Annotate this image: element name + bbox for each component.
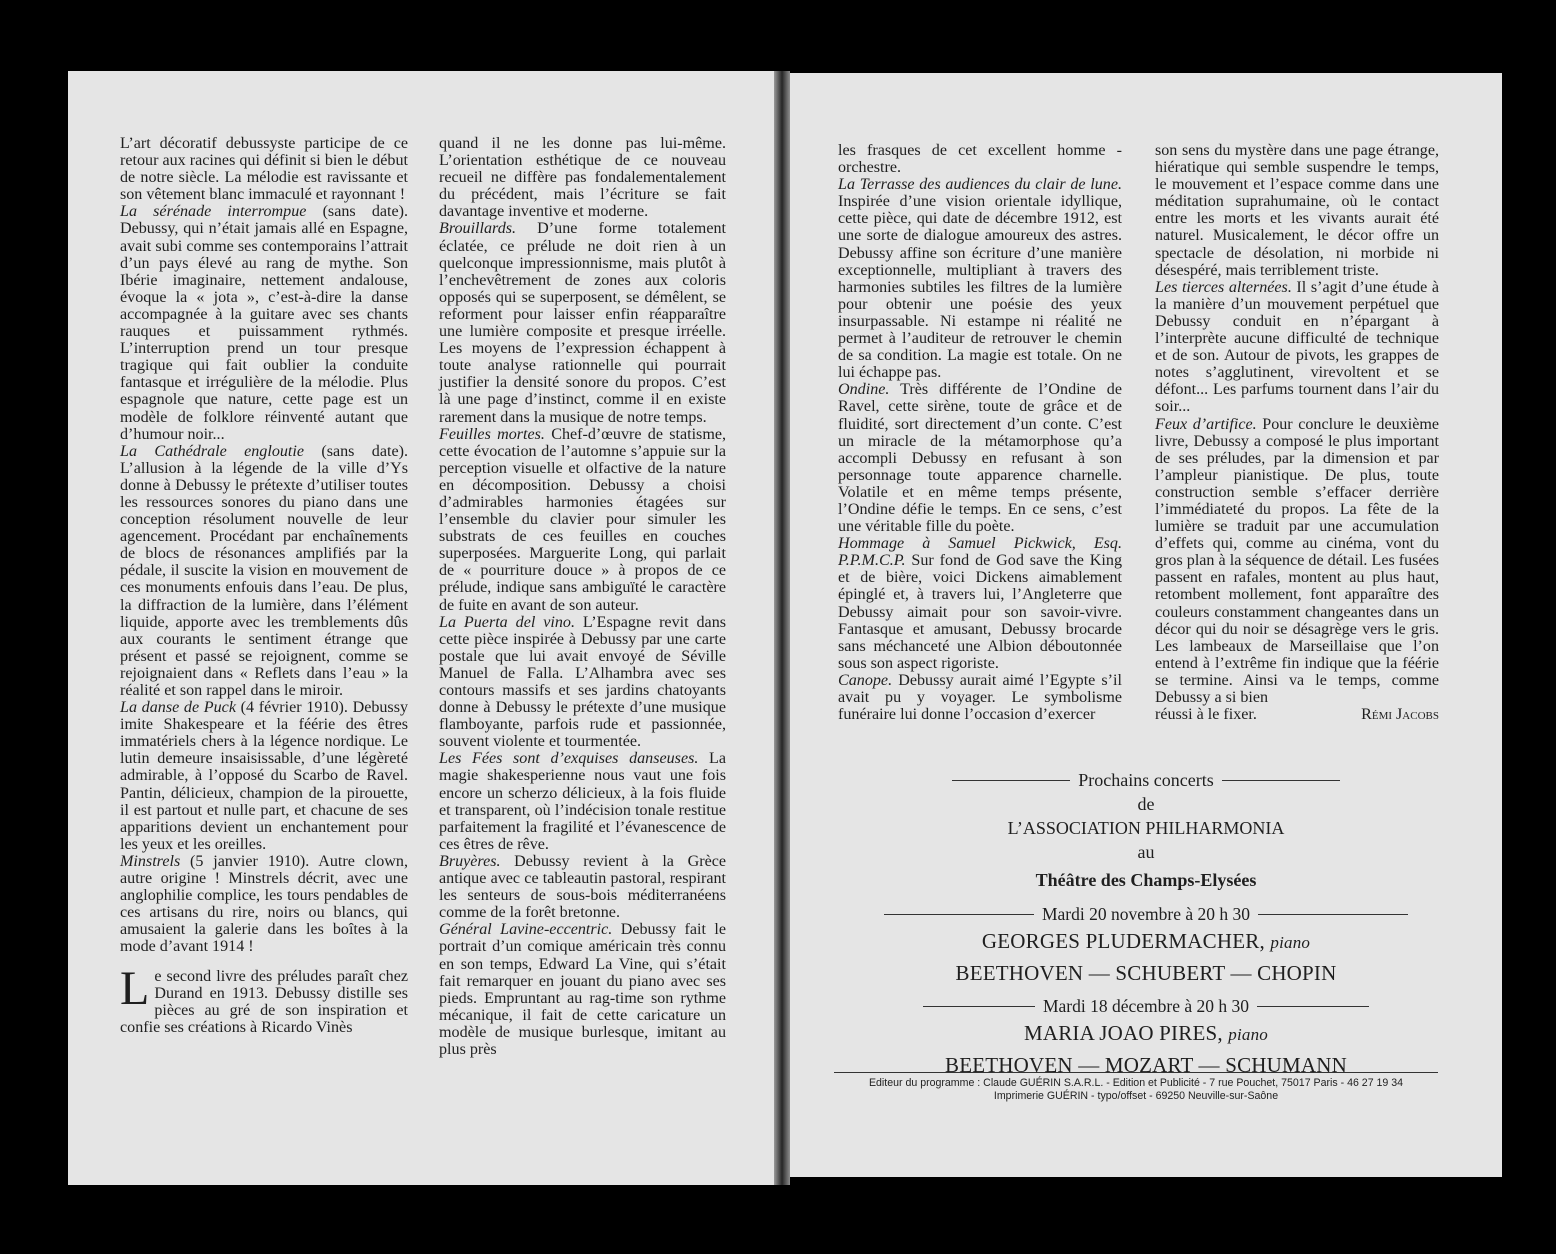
paragraph <box>120 961 408 1036</box>
paragraph <box>838 535 1122 672</box>
divider <box>1258 914 1408 915</box>
paragraph-body: (5 janvier 1910). Autre clown, autre origine ! Minstrels décrit, avec une anglophilie complice, les tours pendables de ces artisans du rire, noirs ou blancs, qui amusaient la galerie dans les boîtes à la mode d’avant 1914 ! <box>120 852 408 956</box>
performer-name: GEORGES PLUDERMACHER, <box>981 929 1265 953</box>
piece-title: Brouillards. <box>439 220 517 238</box>
concerts-heading-row <box>860 768 1432 792</box>
connector-text: de <box>1137 794 1155 814</box>
piece-title: La danse de Puck <box>120 699 236 717</box>
paragraph <box>439 853 726 921</box>
paragraph: son sens du mystère dans une page étrange, hiératique qui semble suspendre le temps, le mouvement et l’espace comme dans une méditation suprahumaine, où le contact entre les morts et les vivants aurait été naturel. Musicalement, le décor offre un spectacle de désolation, ni morbide ni désespéré, mais terriblement triste. <box>1155 142 1439 279</box>
piece-title: La Terrasse des audiences du clair de lune. <box>838 176 1122 194</box>
paragraph-body: Debussy revient à la Grèce antique avec ce tableautin pastoral, respirant les senteurs de sous-bois méditerranéens comme de la forêt bretonne. <box>439 852 726 922</box>
paragraph <box>120 203 408 442</box>
paragraph-body: Inspirée d’une vision orientale idyllique, cette pièce, qui date de décembre 1912, est une sorte de dialogue amoureux des astres. Debussy affine son écriture d’une manière exceptionnelle, multipliant à travers des harmonies subtiles les filtres de la lumière pour obtenir une poésie des yeux insurpassable. Ni estampe ni réalité ne permet à l’auditeur de retrouver le chemin de sa condition. La magie est totale. On ne lui échappe pas. <box>838 193 1122 382</box>
paragraph-body: Il s’agit d’une étude à la manière d’un mouvement perpétuel que Debussy conduit en n’épargant à l’interprète aucune difficulté de technique et de son. Autour de pivots, les grappes de notes s’agglutinent, virevoltent et se défont... Les parfums tournent dans l’air du soir... <box>1155 278 1439 416</box>
paragraph-body: Chef-d’œuvre de statisme, cette évocation de l’automne s’appuie sur la perception visuelle et olfactive de la nature en décomposition. Debussy a choisi d’admirables harmonies étagées sur l’ensemble du clavier pour simuler les substrats de ces feuilles en couches superposées. Marguerite Long, qui parlait de « pourriture douce » à propos de ce prélude, indique sans ambiguïté le caractère de fuite en avant de son auteur. <box>439 425 726 614</box>
divider <box>923 1006 1035 1007</box>
piece-title: Canope. <box>838 671 893 689</box>
paragraph-body: La magie shakesperienne nous vaut une fois encore un scherzo délicieux, à la fois fluide et transparent, où l’indécision tonale restitue parfaitement la fragilité et l’évanescence de ces êtres de rêve. <box>439 750 726 853</box>
performer-name: MARIA JOAO PIRES, <box>1023 1021 1223 1045</box>
piece-title: Général Lavine-eccentric. <box>439 921 613 939</box>
right-page <box>790 73 1502 1177</box>
publisher-line: Editeur du programme : Claude GUÉRIN S.A.R.L. - Edition et Publicité - 7 rue Pouchet, 75017 Paris - 46 27 19 34 <box>868 1077 1404 1089</box>
event-program: BEETHOVEN — SCHUBERT — CHOPIN <box>955 961 1337 985</box>
piece-title: Feux d’artifice. <box>1155 415 1257 433</box>
printer-line: Imprimerie GUÉRIN - typo/offset - 69250 Neuville-sur-Saône <box>993 1090 1279 1102</box>
divider <box>952 780 1070 781</box>
piece-title: Hommage à Samuel Pickwick, Esq. P.P.M.C.P. <box>838 535 1122 570</box>
piece-title: Feuilles mortes. <box>439 425 545 443</box>
paragraph-end: réussi à le fixer. <box>1155 706 1257 724</box>
paragraph <box>838 381 1122 535</box>
text-column-1 <box>120 135 408 1036</box>
event-date: Mardi 20 novembre à 20 h 30 <box>1041 904 1250 924</box>
text-column-2 <box>439 135 726 1058</box>
paragraph-body: D’une forme totalement éclatée, ce prélude ne doit rien à un quelconque impressionnisme, mais plutôt à l’enchevêtrement de zones aux coloris opposés qui se superposent, se démêlent, se reforment pour laisser enfin réapparaître une lumière composite et presque irréelle. Les moyens de l’expression échappent à toute analyse rationnelle qui pourrait justifier la densité sonore du propos. C’est là une page d’instinct, comme il en existe rarement dans la musique de notre temps. <box>439 220 726 426</box>
paragraph-body: Très différente de l’Ondine de Ravel, cette sirène, toute de grâce et de fluidité, sort directement d’un conte. C’est un miracle de la métamorphose qu’a accompli Debussy en refusant à son personnage toute apparence charnelle. Volatile et en même temps présente, l’Ondine défie le temps. En ce sens, c’est une véritable fille du poète. <box>838 381 1122 536</box>
paragraph: les frasques de cet excellent homme - orchestre. <box>838 142 1122 177</box>
venue-name: Théâtre des Champs-Elysées <box>1035 870 1257 890</box>
text-column-3 <box>838 142 1122 723</box>
paragraph-body: (4 février 1910). Debussy imite Shakespeare et la féérie des êtres immatériels chers à la légence nordique. Le lutin demeure insaisissable, d’une légèreté admirable, à l’opposé du Scarbo de Ravel. Pantin, délicieux, champion de la pirouette, il est partout et nulle part, et chacune de ses apparitions devient un enchantement pour les yeux et les oreilles. <box>120 699 409 853</box>
paragraph-body: Pour conclure le deuxième livre, Debussy a composé le plus important de ses préludes, par la dimension et par l’ampleur pianistique. De plus, toute construction semble s’effacer derrière l’immédiateté du propos. La fête de la lumière se traduit par une accumulation d’effets qui, comme au cinéma, vont du gros plan à la séquence de détail. Les fusées passent en rafales, montent au plus haut, retombent mollement, font apparaître des couleurs constamment changeantes dans un décor qui du noir se désagrège vers le gris. Les lambeaux de Marseillaise que l’on entend à l’extrême fin indique que la féérie se termine. Ainsi va le temps, comme Debussy a si bien <box>1155 415 1439 706</box>
event-date: Mardi 18 décembre à 20 h 30 <box>1042 996 1250 1016</box>
paragraph-body: Debussy fait le portrait d’un comique américain très connu en son temps, Edward La Vine, qui s’était fait remarquer en jouant du piano avec ses pieds. Empruntant au rag-time son rythme mécanique, il fait de cette caricature un modèle de musique burlesque, imitant au plus près <box>439 921 726 1058</box>
piece-title: Minstrels <box>120 852 181 870</box>
event-date-row <box>860 902 1432 926</box>
piece-title: La Cathédrale engloutie <box>120 442 305 460</box>
paragraph <box>120 853 408 956</box>
divider <box>884 914 1034 915</box>
event-date-row <box>860 994 1432 1018</box>
connector-text: au <box>1137 842 1155 862</box>
paragraph-body: L’Espagne revit dans cette pièce inspirée à Debussy par une carte postale que lui avait envoyé de Séville Manuel de Falla. L’Alhambra avec ses contours massifs et ses jardins chatoyants donne à Debussy le prétexte d’une musique flamboyante, parfois rude et passionnée, souvent violente et tourmentée. <box>439 613 726 751</box>
event-performer <box>860 1018 1432 1050</box>
piece-title: Les Fées sont d’exquises danseuses. <box>439 750 699 768</box>
paragraph: quand il ne les donne pas lui-même. L’orientation esthétique de ce nouveau recueil ne diffère pas fondalementalement du précédent, mais l’écriture se fait davantage inventive et moderne. <box>439 135 726 221</box>
event-performer <box>860 926 1432 958</box>
paragraph <box>439 220 726 425</box>
divider <box>1257 1006 1369 1007</box>
concerts-heading: Prochains concerts <box>1078 770 1214 790</box>
piece-title: Ondine. <box>838 381 890 399</box>
signature-line <box>1155 706 1439 723</box>
paragraph-body: Debussy aurait aimé l’Egypte s’il avait pu y voyager. Le symbolisme funéraire lui donne l’occasion d’exercer <box>838 671 1122 724</box>
divider <box>1222 780 1340 781</box>
paragraph <box>439 921 726 1058</box>
paragraph <box>439 426 726 614</box>
paragraph <box>1155 416 1439 707</box>
piece-title: La Puerta del vino. <box>439 613 575 631</box>
paragraph <box>120 699 408 853</box>
paragraph <box>1155 279 1439 416</box>
piece-title: Les tierces alternées. <box>1155 278 1292 296</box>
upcoming-concerts <box>860 768 1432 1080</box>
paragraph <box>838 672 1122 723</box>
paragraph-body: e second livre des préludes paraît chez Durand en 1913. Debussy distille ses pièces au gré de son inspiration et confie ses créations à Ricardo Vinès <box>120 967 408 1036</box>
paragraph-body: (sans date). Debussy, qui n’était jamais allé en Espagne, avait subi comme ses contemporains l’attrait d’un pays élevé au rang de mythe. Son Ibérie imaginaire, nettement andalouse, évoque la « jota », c’est-à-dire la danse accompagnée à la guitare avec ses chants rauques et puissamment rythmés. L’interruption prend un tour presque tragique qui fait oublier la conduite fantasque et irrégulière de la mélodie. Plus espagnole que nature, cette page est un modèle de folklore réinventé autant que d’humour noir... <box>120 203 409 443</box>
performer-instrument: piano <box>1228 1025 1269 1044</box>
event-program: BEETHOVEN — MOZART — SCHUMANN <box>945 1053 1347 1077</box>
paragraph <box>838 176 1122 381</box>
book-spine <box>774 71 790 1185</box>
performer-instrument: piano <box>1270 933 1311 952</box>
paragraph <box>439 750 726 853</box>
paragraph: L’art décoratif debussyste participe de ce retour aux racines qui définit si bien le début de notre siècle. La mélodie est ravissante et son vêtement blanc immaculé et rayonnant ! <box>120 135 408 204</box>
piece-title: Bruyères. <box>439 852 501 870</box>
author-signature: Rémi Jacobs <box>1361 706 1439 724</box>
paragraph-body: Sur fond de God save the King et de bière, voici Dickens aimablement épinglé et, à travers lui, l’Angleterre que Debussy aimait pour son savoir-vivre. Fantasque et amusant, Debussy brocarde sans méchanceté une Albion déboutonnée sous son aspect rigoriste. <box>838 552 1122 672</box>
paragraph <box>439 614 726 751</box>
paragraph <box>120 443 408 699</box>
left-page <box>68 71 774 1185</box>
drop-cap: L <box>120 961 150 1015</box>
organizer-name: L’ASSOCIATION PHILHARMONIA <box>1007 818 1285 838</box>
publisher-footer <box>834 1072 1438 1103</box>
paragraph-body: (sans date). L’allusion à la légende de la ville d’Ys donne à Debussy le prétexte d’utiliser toutes les ressources sonores du piano dans une conception résolument nouvelle de leur agencement. Procédant par enchaînements de blocs de résonances amplifiés par la pédale, il suscite la vision en mouvement de ces monuments enfouis dans l’eau. De plus, la diffraction de la lumière, dans l’élément liquide, apporte avec les tremblements dûs aux courants le sentiment étrange que présent et passé se rejoignent, comme se rejoignaient dans « Reflets dans l’eau » la réalité et son rappel dans le miroir. <box>120 442 408 699</box>
piece-title: La sérénade interrompue <box>120 203 307 221</box>
text-column-4 <box>1155 142 1439 723</box>
